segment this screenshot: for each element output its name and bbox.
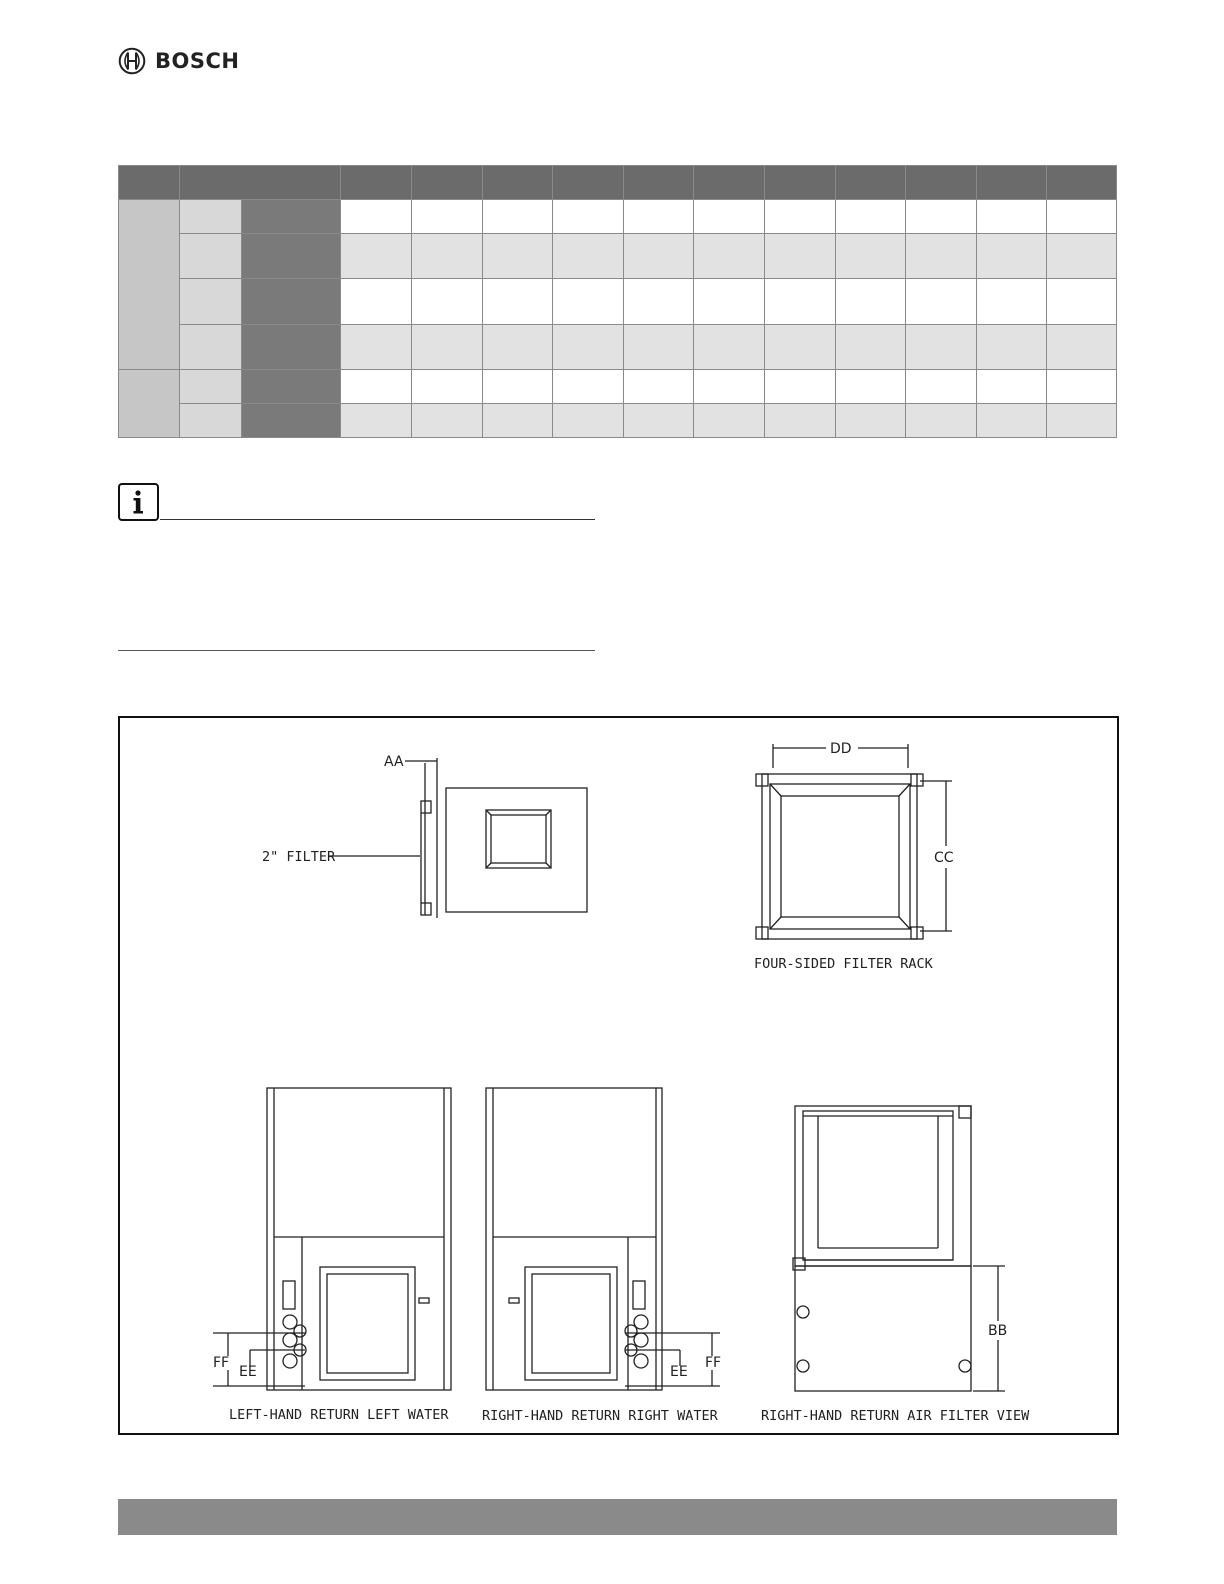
dim-label-ee-right: EE	[670, 1364, 688, 1380]
label-cell	[242, 200, 341, 234]
filter-side-view	[421, 758, 437, 918]
info-icon	[118, 483, 160, 525]
header-cell	[906, 166, 977, 200]
dim-label-cc: CC	[934, 850, 954, 866]
specification-table	[118, 165, 1117, 438]
sub-cell	[179, 370, 241, 404]
filter-callout: 2" FILTER	[262, 849, 336, 865]
left-return-unit	[267, 1088, 451, 1390]
table-row	[119, 234, 1117, 279]
label-cell	[242, 370, 341, 404]
dim-label-dd: DD	[830, 741, 852, 757]
table-row	[119, 404, 1117, 438]
label-cell	[242, 325, 341, 370]
label-cell	[242, 234, 341, 279]
note-rule-top	[160, 519, 595, 520]
header-cell	[341, 166, 412, 200]
brand-name: BOSCH	[155, 49, 240, 73]
sub-cell	[179, 279, 241, 325]
label-cell	[242, 279, 341, 325]
dim-label-ff-right: FF	[705, 1355, 722, 1371]
note-rule-bottom	[118, 650, 595, 651]
table-row	[119, 200, 1117, 234]
label-cell	[242, 404, 341, 438]
header-cell	[835, 166, 906, 200]
header-cell	[482, 166, 553, 200]
dim-label-ff-left: FF	[213, 1355, 230, 1371]
header-cell	[1047, 166, 1117, 200]
sub-cell	[179, 325, 241, 370]
table-row	[119, 279, 1117, 325]
header-cell	[976, 166, 1047, 200]
table-row	[119, 325, 1117, 370]
header-cell	[694, 166, 765, 200]
dim-label-ee-left: EE	[239, 1364, 257, 1380]
header-cell	[179, 166, 341, 200]
filter-rack-view	[756, 774, 923, 939]
footer-bar	[118, 1499, 1117, 1535]
unit-front-view	[446, 788, 587, 912]
bosch-logo	[118, 47, 239, 75]
sub-cell	[179, 234, 241, 279]
table-row	[119, 370, 1117, 404]
sub-cell	[179, 200, 241, 234]
caption-right-return: RIGHT-HAND RETURN RIGHT WATER	[482, 1408, 718, 1424]
dim-label-aa: AA	[384, 754, 404, 770]
header-cell	[623, 166, 694, 200]
group-cell	[119, 370, 180, 438]
right-return-unit	[486, 1088, 662, 1390]
air-filter-side-unit	[793, 1106, 971, 1391]
header-cell	[765, 166, 836, 200]
caption-filter-view: RIGHT-HAND RETURN AIR FILTER VIEW	[761, 1408, 1030, 1424]
header-cell	[553, 166, 624, 200]
sub-cell	[179, 404, 241, 438]
table-header-row	[119, 166, 1117, 200]
header-cell	[119, 166, 180, 200]
caption-left-return: LEFT-HAND RETURN LEFT WATER	[229, 1407, 449, 1423]
group-cell	[119, 200, 180, 370]
bosch-armature-icon	[118, 47, 146, 75]
header-cell	[412, 166, 483, 200]
caption-filter-rack: FOUR-SIDED FILTER RACK	[754, 956, 933, 972]
dim-label-bb: BB	[988, 1323, 1008, 1339]
dimension-drawing	[118, 716, 1119, 1435]
